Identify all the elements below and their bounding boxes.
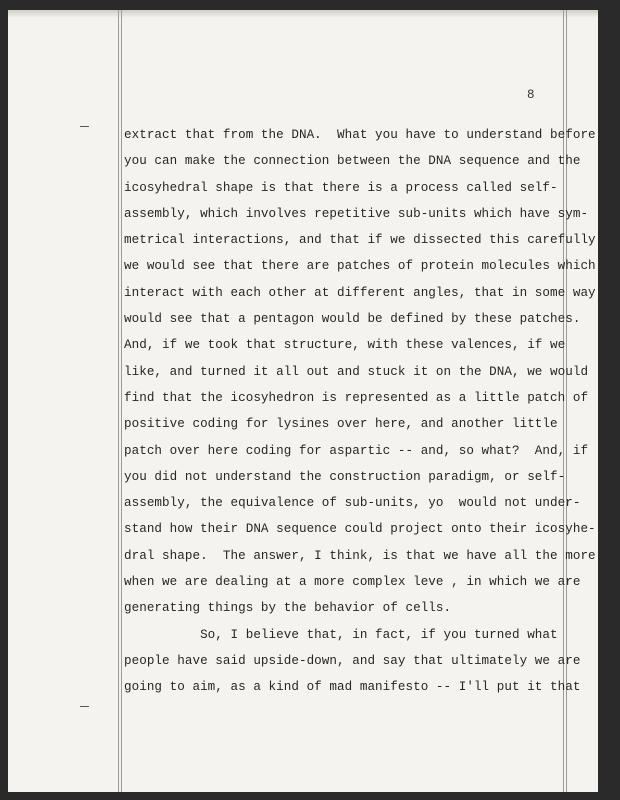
margin-rule-left-2 [121,10,122,792]
text-line: you did not understand the construction paradigm, or self- [124,469,566,484]
margin-dash-top [80,126,89,127]
text-line: icosyhedral shape is that there is a process called self- [124,180,558,195]
text-line: So, I believe that, in fact, if you turned what [124,627,558,642]
text-line: extract that from the DNA. What you have to understand before [124,128,596,142]
text-line: dral shape. The answer, I think, is that we have all the more [124,548,596,563]
text-line: find that the icosyhedron is represented as a little patch of [124,390,589,405]
margin-dash-bottom [80,706,89,707]
text-line: like, and turned it all out and stuck it on the DNA, we would [124,364,589,379]
body-text [124,122,596,701]
text-line: you can make the connection between the DNA sequence and the [124,154,581,169]
margin-rule-left-1 [118,10,119,792]
text-line: positive coding for lysines over here, and another little [124,417,558,432]
text-line: interact with each other at different angles, that in some way [124,285,596,300]
text-line: people have said upside-down, and say that ultimately we are [124,653,581,668]
text-line: would see that a pentagon would be defined by these patches. [124,312,581,327]
text-line: going to aim, as a kind of mad manifesto -- I'll put it that [124,680,581,695]
page-number: 8 [527,88,535,102]
text-line: when we are dealing at a more complex leve , in which we are [124,575,581,590]
text-line: patch over here coding for aspartic -- and, so what? And, if [124,443,589,458]
text-line: stand how their DNA sequence could project onto their icosyhe- [124,522,596,537]
text-line: And, if we took that structure, with these valences, if we [124,338,566,353]
page-top-shadow [8,10,598,18]
text-line: generating things by the behavior of cells. [124,601,452,616]
text-line: assembly, the equivalence of sub-units, yo would not under- [124,496,581,511]
text-line: we would see that there are patches of protein molecules which [124,259,596,274]
text-line: assembly, which involves repetitive sub-units which have sym- [124,206,589,221]
text-line: metrical interactions, and that if we dissected this carefully [124,233,596,248]
